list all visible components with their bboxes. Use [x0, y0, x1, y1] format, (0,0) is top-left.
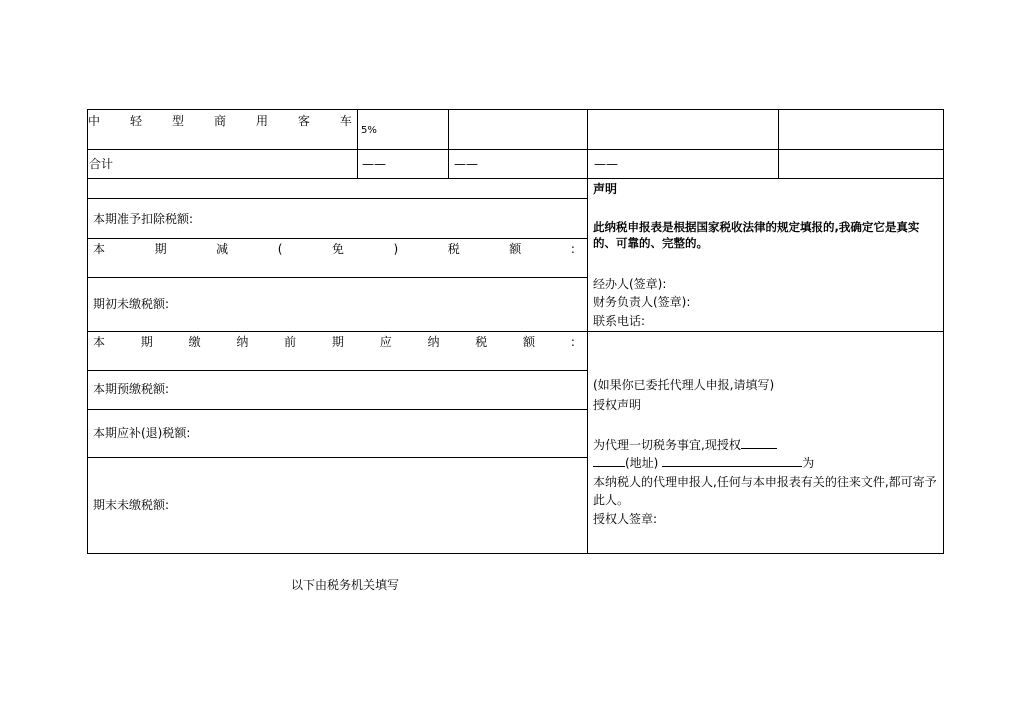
authorization-line2-suffix: 为 — [802, 456, 815, 470]
col-divider — [357, 109, 358, 179]
row-divider — [87, 370, 587, 371]
table-border-right — [943, 109, 944, 554]
finance-signature-label: 财务负责人(签章): — [593, 295, 691, 309]
authorization-line2 — [593, 454, 814, 470]
address-label: (地址) — [625, 456, 659, 470]
authorization-line1-text: 为代理一切税务事宜,现授权 — [593, 438, 741, 452]
row1-item-label: 中 轻 型 商 用 客 车 — [88, 114, 352, 128]
closing-unpaid-label: 期末未缴税额: — [93, 498, 170, 512]
col-divider — [587, 109, 588, 554]
opening-unpaid-label: 期初未缴税额: — [93, 297, 170, 311]
row-divider — [87, 457, 587, 458]
reduced-tax-label: 本 期 减 ( 免 ) 税 额 : — [93, 242, 575, 256]
row-divider — [87, 238, 587, 239]
phone-label: 联系电话: — [593, 314, 646, 328]
total-col-a: —— — [362, 157, 386, 171]
declaration-text: 此纳税申报表是根据国家税收法律的规定填报的,我确定它是真实的、可靠的、完整的。 — [593, 220, 920, 250]
declaration-title: 声明 — [593, 182, 618, 196]
agent-name-blank-2[interactable] — [593, 454, 625, 467]
agent-name-blank[interactable] — [741, 436, 777, 449]
authorizer-signature-label: 授权人签章: — [593, 512, 658, 526]
address-blank[interactable] — [662, 454, 802, 467]
table-border-bottom — [87, 553, 944, 554]
authorization-line1 — [593, 436, 777, 452]
tax-authority-note: 以下由税务机关填写 — [291, 578, 400, 592]
total-col-c: —— — [594, 157, 618, 171]
row-divider — [87, 149, 944, 150]
row-divider — [87, 178, 944, 179]
total-label: 合计 — [89, 157, 114, 171]
col-divider — [448, 109, 449, 179]
agent-signature-label: 经办人(签章): — [593, 277, 667, 291]
deductible-tax-label: 本期准予扣除税额: — [93, 212, 194, 226]
row-divider — [87, 198, 587, 199]
row1-rate: 5% — [361, 125, 377, 136]
authorization-note: (如果你已委托代理人申报,请填写) — [593, 378, 775, 392]
authorization-line3: 本纳税人的代理申报人,任何与本申报表有关的往来文件,都可寄予此人。 — [593, 475, 937, 507]
authorization-title: 授权声明 — [593, 398, 642, 412]
table-border-top — [87, 109, 944, 110]
row-divider — [87, 409, 587, 410]
col-divider — [778, 109, 779, 179]
prepaid-tax-label: 本期预缴税额: — [93, 382, 170, 396]
row-divider — [87, 331, 944, 332]
prior-due-tax-label: 本 期 缴 纳 前 期 应 纳 税 额 : — [93, 335, 575, 349]
table-border-left — [87, 109, 88, 554]
row-divider — [87, 277, 587, 278]
payable-refund-label: 本期应补(退)税额: — [93, 426, 191, 440]
total-col-b: —— — [454, 157, 478, 171]
